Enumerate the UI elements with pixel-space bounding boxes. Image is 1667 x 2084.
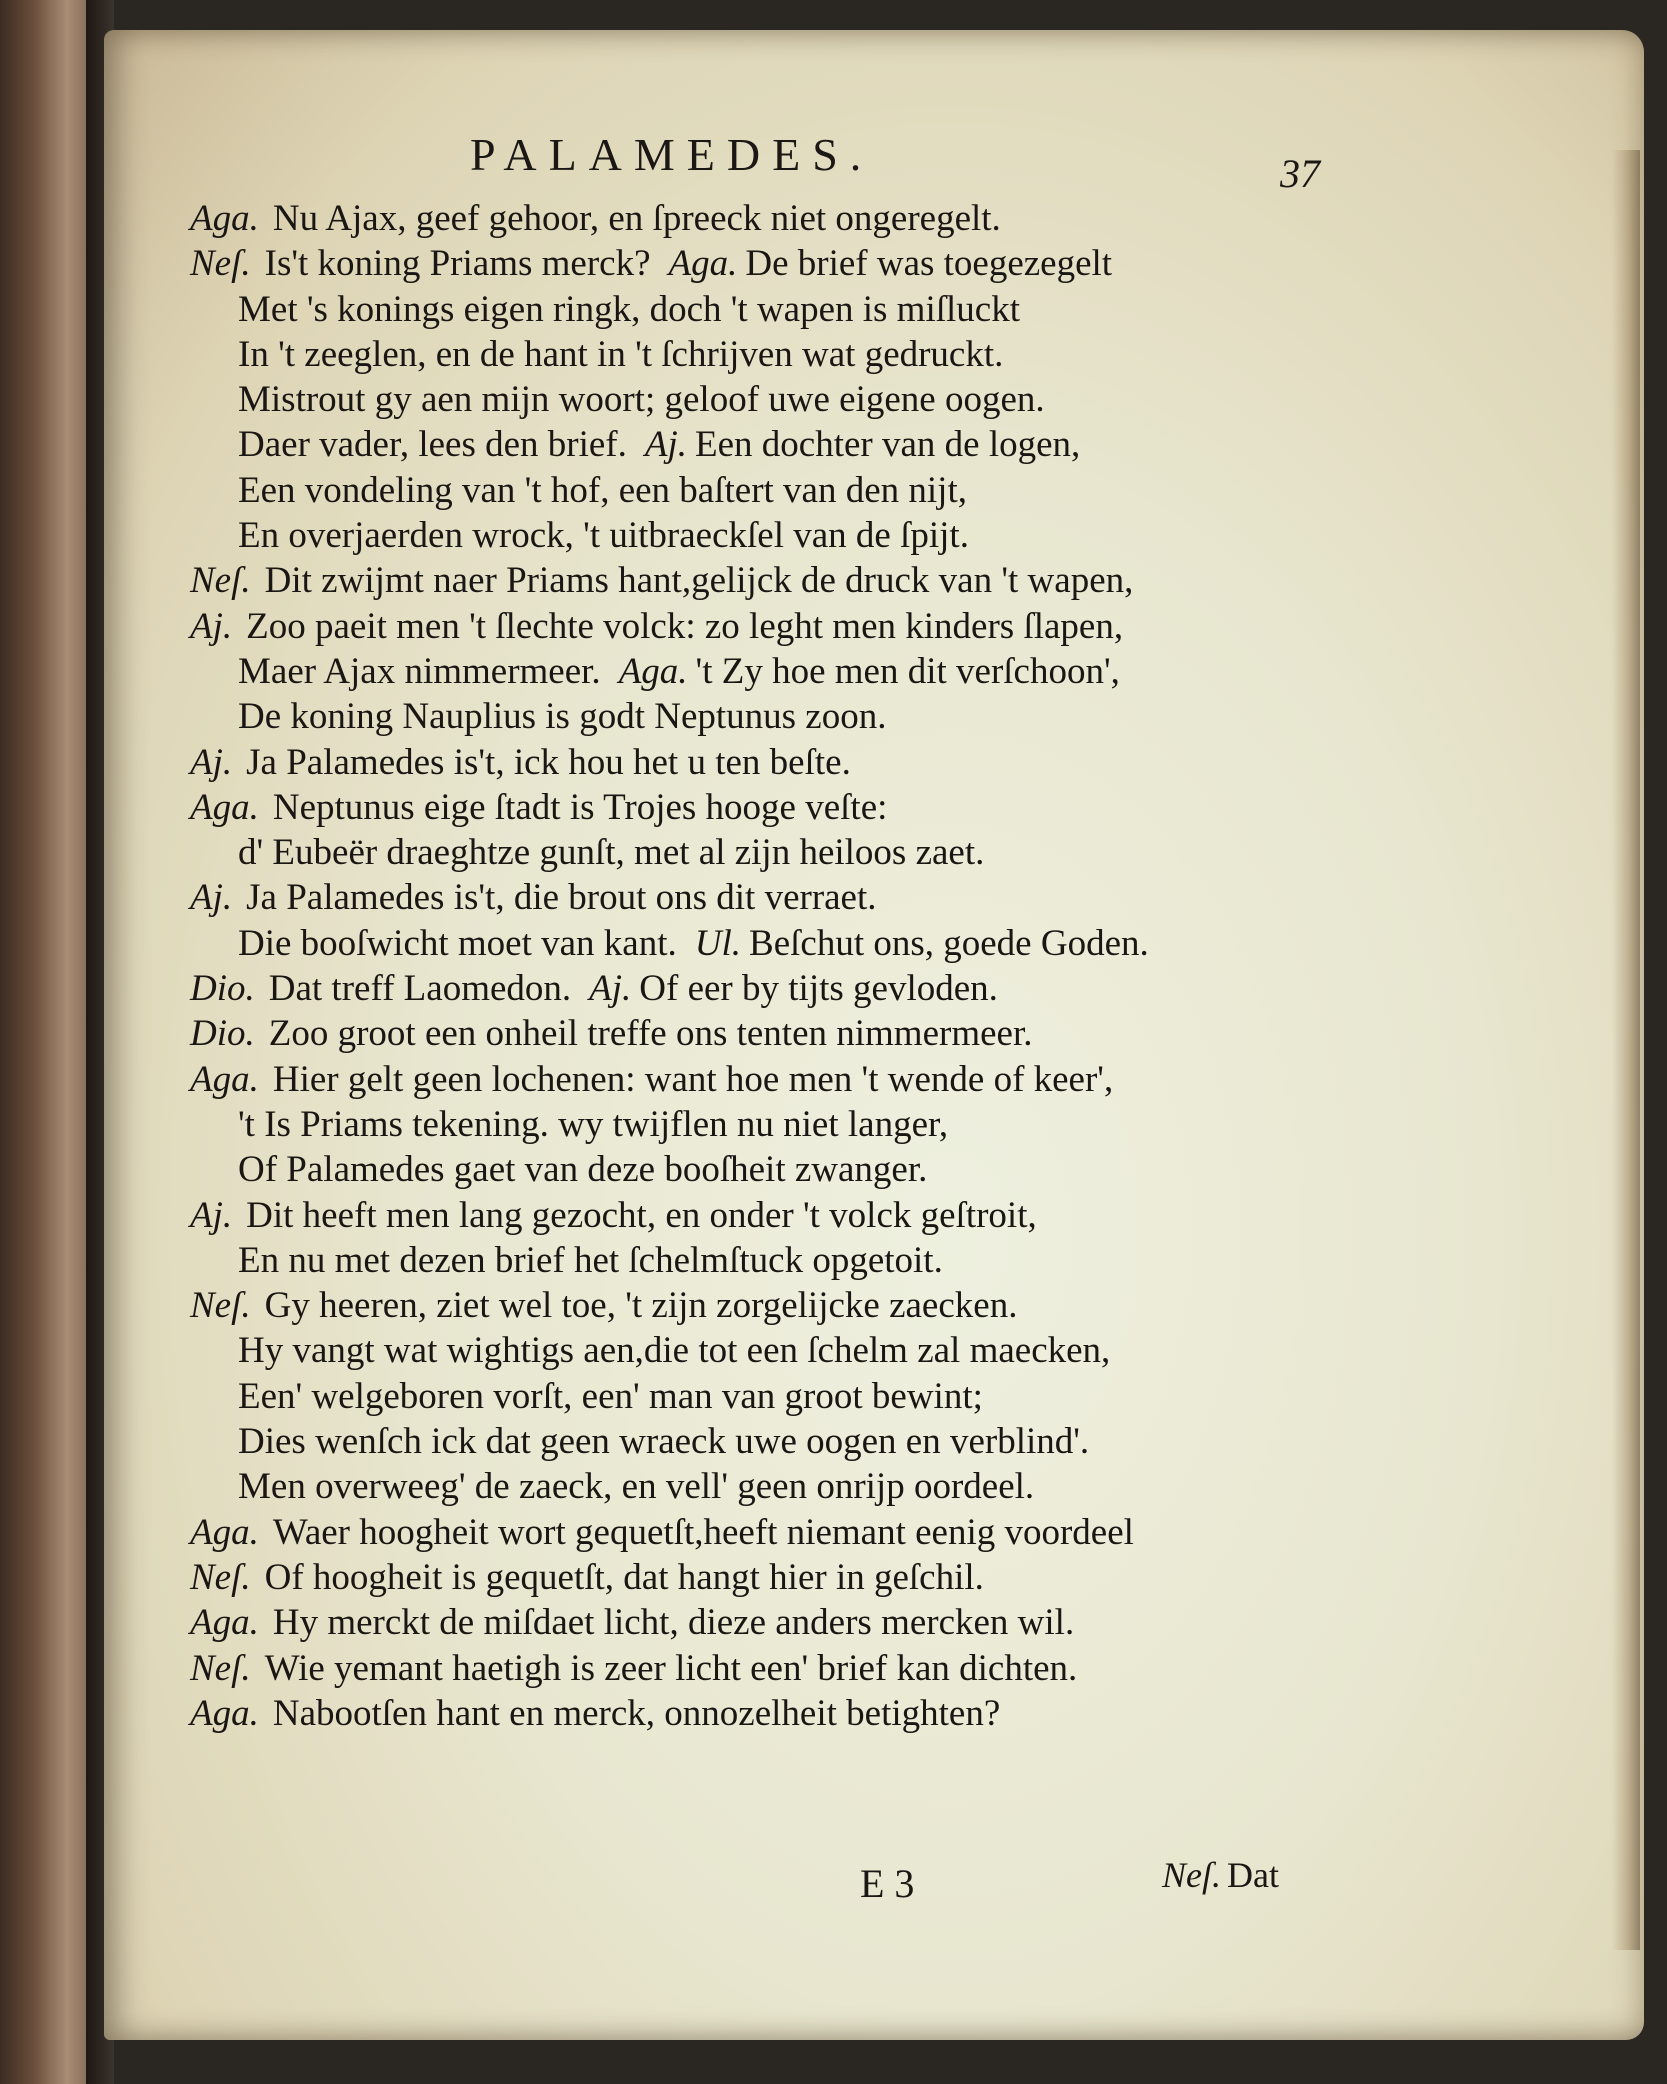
verse-line [190,1555,1370,1600]
verse-line [190,1102,1370,1147]
catchword-text: Dat [1227,1855,1279,1895]
verse-line-text: Daer vader, lees den brief. [238,424,627,466]
verse-line [190,377,1370,422]
speaker-label: Aga. [190,786,259,828]
speaker-label: Aga. [618,650,688,692]
verse-line-text: Waer hoogheit wort gequetſt,heeft niemant eenig voordeel [272,1511,1134,1553]
verse-line [190,1328,1370,1373]
verse-line-text: In 't zeeglen, en de hant in 't ſchrijven wat gedruckt. [238,333,1004,375]
verse-line [190,1238,1370,1283]
verse-line [190,1419,1370,1464]
verse-line-text: Hier gelt geen lochenen: want hoe men 't wende of keer', [272,1058,1114,1100]
verse-line-text: 't Zy hoe men dit verſchoon', [695,650,1120,692]
verse-line-text: Of hoogheit is gequetſt, dat hangt hier in geſchil. [264,1556,984,1598]
verse-line [190,740,1370,785]
verse-line [190,830,1370,875]
verse-line-text: De koning Nauplius is godt Neptunus zoon. [238,696,887,738]
speaker-label: Neſ. [190,1556,251,1598]
verse-line [190,558,1370,603]
verse-line-text: Wie yemant haetigh is zeer licht een' brief kan dichten. [264,1647,1078,1689]
verse-line-text: Beſchut ons, goede Goden. [749,922,1149,964]
verse-line [190,422,1370,467]
verse-line [190,966,1370,1011]
verse-line [190,332,1370,377]
signature-mark: E 3 [860,1861,915,1906]
verse-line [190,875,1370,920]
speaker-label: Aga. [190,1602,259,1644]
verse-line [190,287,1370,332]
verse-line-text: Een vondeling van 't hof, een baſtert van den nijt, [238,469,967,511]
verse-line [190,694,1370,739]
verse-line [190,785,1370,830]
speaker-label: Dio. [190,1013,255,1055]
speaker-label: Dio. [190,968,255,1010]
page-number: 37 [1280,151,1320,196]
verse-line-text: Zoo groot een onheil treffe ons tenten nimmermeer. [268,1013,1033,1055]
facing-page-edge [0,0,96,2084]
verse-line-text: Ja Palamedes is't, ick hou het u ten beſte. [246,741,851,783]
verse-line-text: d' Eubeër draeghtze gunſt, met al zijn heiloos zaet. [238,832,985,874]
verse-line-text: Hy vangt wat wightigs aen,die tot een ſchelm zal maecken, [238,1330,1111,1372]
verse-line-text: 't Is Priams tekening. wy twijflen nu niet langer, [238,1103,949,1145]
verse-line-text: Ja Palamedes is't, die brout ons dit verraet. [246,877,877,919]
verse-line-text: Die booſwicht moet van kant. [238,922,677,964]
verse-line [190,1283,1370,1328]
verse-line-text: Dat treff Laomedon. [268,968,572,1010]
speaker-label: Aga. [190,1692,259,1734]
verse-line-text: Dit heeft men lang gezocht, en onder 't volck geſtroit, [246,1194,1037,1236]
speaker-label: Aj. [190,877,233,919]
verse-line [190,921,1370,966]
verse-line [190,604,1370,649]
verse-line [190,649,1370,694]
verse-line [190,468,1370,513]
verse-line-text: Of eer by tijts gevloden. [639,968,998,1010]
verse-line [190,1147,1370,1192]
speaker-label: Aga. [190,1511,259,1553]
speaker-label: Neſ. [190,243,251,285]
speaker-label: Aj. [190,605,233,647]
verse-line-text: Met 's konings eigen ringk, doch 't wapen is miſluckt [238,288,1021,330]
verse-line [190,1464,1370,1509]
verse-line-text: Of Palamedes gaet van deze booſheit zwanger. [238,1149,928,1191]
verse-line [190,1011,1370,1056]
speaker-label: Neſ. [190,1285,251,1327]
verse-line-text: Dit zwijmt naer Priams hant,gelijck de druck van 't wapen, [264,560,1134,602]
verse-line-text: Neptunus eige ſtadt is Trojes hooge veſte: [272,786,888,828]
verse-line [190,1510,1370,1555]
catchword [1162,1854,1279,1896]
verse-line [190,513,1370,558]
verse-line [190,196,1370,241]
verse-line-text: En overjaerden wrock, 't uitbraeckſel van de ſpijt. [238,515,969,557]
verse-line-text: Hy merckt de miſdaet licht, dieze anders mercken wil. [272,1602,1075,1644]
verse-line [190,241,1370,286]
page-edge-shadow [1612,150,1640,1950]
verse-line-text: Een dochter van de logen, [695,424,1081,466]
running-title: PALAMEDES. [470,129,874,180]
verse-line-text: Een' welgeboren vorſt, een' man van groot bewint; [238,1375,983,1417]
speaker-label: Aga. [190,198,259,239]
speaker-label: Aga. [190,1058,259,1100]
catchword-speaker: Neſ. [1162,1855,1221,1895]
verse-line [190,1600,1370,1645]
verse-line-text: Mistrout gy aen mijn woort; geloof uwe eigene oogen. [238,379,1045,421]
verse-line-text: De brief was toegezegelt [745,243,1113,285]
verse-text [190,196,1370,1736]
verse-line-text: Nu Ajax, geef gehoor, en ſpreeck niet ongeregelt. [272,198,1001,239]
verse-line [190,1374,1370,1419]
verse-line-text: En nu met dezen brief het ſchelmſtuck opgetoit. [238,1239,943,1281]
speaker-label: Aj. [190,741,233,783]
speaker-label: Aj. [190,1194,233,1236]
verse-line-text: Nabootſen hant en merck, onnozelheit betighten? [272,1692,1001,1734]
verse-line [190,1691,1370,1736]
speaker-label: Ul. [694,922,742,964]
verse-line-text: Men overweeg' de zaeck, en vell' geen onrijp oordeel. [238,1466,1035,1508]
speaker-label: Aj. [644,424,688,466]
speaker-label: Aj. [589,968,632,1010]
speaker-label: Neſ. [190,1647,251,1689]
verse-line-text: Is't koning Priams merck? [264,243,651,285]
verse-line [190,1057,1370,1102]
speaker-label: Neſ. [190,560,251,602]
verse-line [190,1193,1370,1238]
verse-line-text: Gy heeren, ziet wel toe, 't zijn zorgelijcke zaecken. [264,1285,1018,1327]
verse-line [190,1646,1370,1691]
verse-line-text: Zoo paeit men 't ſlechte volck: zo leght men kinders ſlapen, [246,605,1124,647]
verse-line-text: Maer Ajax nimmermeer. [238,650,601,692]
speaker-label: Aga. [668,243,738,285]
verse-line-text: Dies wenſch ick dat geen wraeck uwe oogen en verblind'. [238,1421,1090,1463]
